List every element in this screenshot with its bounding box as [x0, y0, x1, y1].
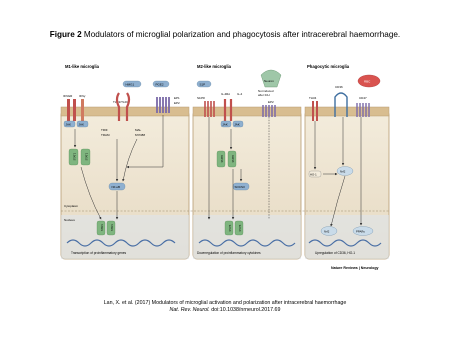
stat6-label: STAT6 [221, 155, 224, 163]
jak-label: JAK [78, 122, 85, 127]
ppar-label: PPARγ [356, 229, 365, 234]
ep2-label: EP2 [268, 100, 274, 104]
hmg1-label: HMG1 [125, 82, 135, 87]
nfkb-label: NF-κB [111, 185, 120, 189]
phago-heading: Phagocytic microglia [307, 64, 350, 69]
cd47-label: CD47 [359, 96, 367, 100]
cytoplasm-label: Cytoplasm [64, 204, 79, 208]
jak-label: JAK [234, 122, 240, 127]
publisher-tag: Nature Reviews | Neurology [331, 266, 379, 270]
neuron-label: Neuron [264, 79, 274, 83]
pge2-label: PGE2 [155, 82, 164, 87]
stat6-label: STAT6 [232, 155, 235, 163]
il4-label: IL-4 [237, 92, 243, 96]
trif-label: TRIF [101, 128, 108, 132]
nrf2-label: Nrf2 [340, 169, 346, 174]
socs3-label: SOCS3 [234, 185, 245, 189]
stat1-label: STAT1 [85, 152, 89, 161]
ifngr-receptor [67, 99, 84, 121]
figure-caption [20, 300, 430, 314]
caption-journal: Nat. Rev. Neurol. [169, 307, 210, 313]
figure-title-text: Modulators of microglial polarization and phagocytosis after intracerebral haemorrhage. [81, 30, 401, 39]
myd88-label: MYD88 [135, 133, 146, 137]
nrf2-nuclear-label: Nrf2 [324, 229, 330, 234]
tram-label: TRAM [101, 133, 110, 137]
stat6-label: STAT6 [230, 224, 232, 232]
caption-line2 [20, 307, 430, 314]
ep2-label: EP2 [174, 101, 180, 105]
stat6-label: STAT6 [240, 224, 242, 232]
mal-label: MAL [135, 128, 142, 132]
figure-label: Figure 2 [49, 30, 82, 39]
ep1-label: EP1 [174, 96, 180, 100]
cd36-label: CD36 [335, 85, 343, 89]
tlr-label: TLR2/TLR4 [113, 100, 129, 104]
ho1-label: HO-1 [310, 172, 317, 177]
rbc-label: RBC [364, 79, 371, 84]
neuron-note-line1: Not induced [258, 89, 274, 93]
phago-outcome: Upregulation of CD36, HO-1 [315, 251, 356, 255]
jak-label: JAK [65, 122, 72, 127]
m2-heading: M2-like microglia [197, 64, 231, 69]
ifng-label: IFNγ [79, 94, 86, 98]
s1pr-label: S1PR [197, 96, 205, 100]
s1p-label: S1P [199, 82, 206, 87]
nucleus-label: Nucleus [64, 218, 75, 222]
tlr4-label: TLR4 [309, 96, 317, 100]
stat1-label: STAT1 [111, 223, 114, 231]
neuron-note-line2: after ICH [258, 93, 270, 97]
jak-label: JAK [222, 122, 228, 127]
m1-heading: M1-like microglia [65, 64, 99, 69]
slide-title [10, 30, 440, 40]
caption-line1: Lan, X. et al. (2017) Modulators of microglial activation and polarization after intracerebral haemorrhage [103, 300, 347, 306]
stat1-label: STAT1 [101, 223, 104, 231]
m1-outcome: Transcription of proinflammatory genes [71, 251, 127, 255]
il4ra-label: IL-4Rα [221, 92, 231, 96]
m2-outcome: Downregulation of proinflammatory cytokines [197, 251, 261, 255]
caption-doi: doi:10.1038/nrneurol.2017.69 [209, 307, 281, 313]
figure-diagram [57, 55, 393, 275]
ifngr-label: IFNGR [63, 94, 73, 98]
stat1-label: STAT1 [73, 152, 77, 161]
